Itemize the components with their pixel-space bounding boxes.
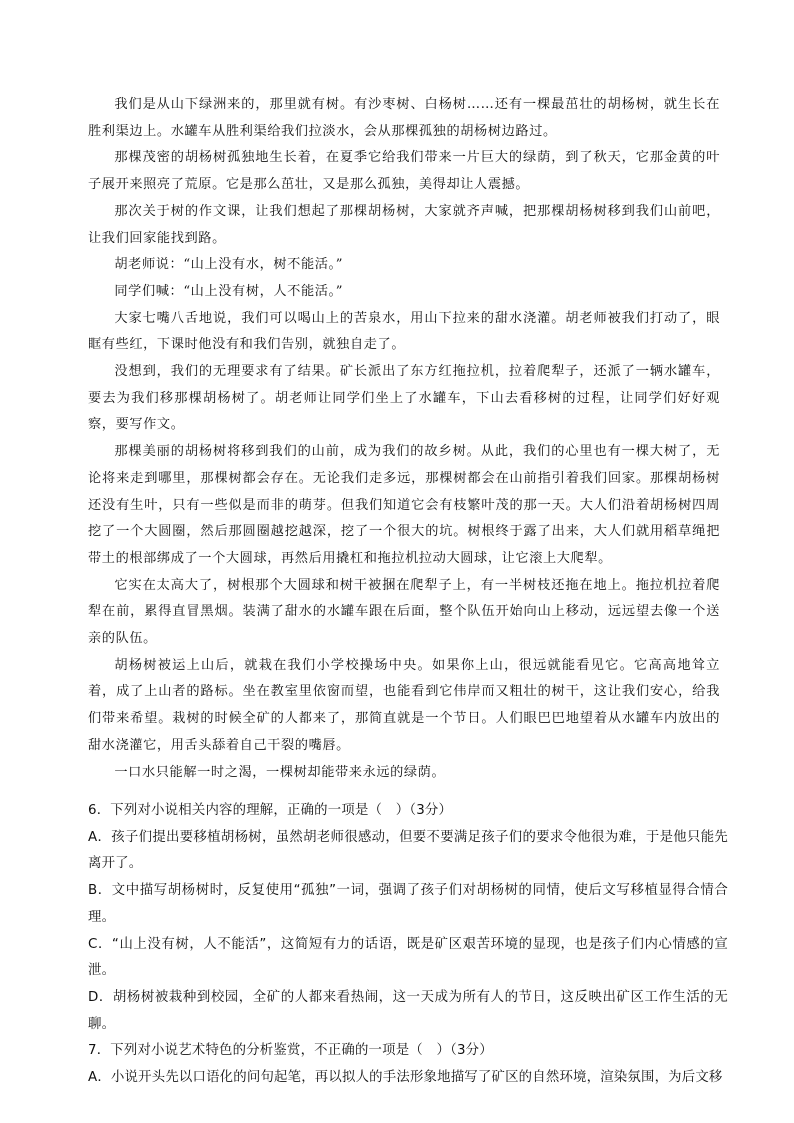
passage-paragraph: 一口水只能解一时之渴，一棵树却能带来永远的绿荫。	[114, 764, 446, 780]
question-section	[88, 798, 728, 1092]
passage-paragraph: 没想到，我们的无理要求有了结果。矿长派出了东方红拖拉机，拉着爬犁子，还派了一辆水罐车，要去为我们移那棵胡杨树了。胡老师让同学们坐上了水罐车，下山去看移树的过程，让同学们好好观察，要写作文。	[88, 364, 720, 433]
passage-paragraph: 那棵茂密的胡杨树孤独地生长着，在夏季它给我们带来一片巨大的绿荫，到了秋天，它那金黄的叶子展开来照亮了荒原。它是那么茁壮，又是那么孤独，美得却让人震撼。	[88, 150, 720, 193]
question-6-stem: 6．下列对小说相关内容的理解，正确的一项是（ ）（3分）	[88, 803, 453, 818]
passage-paragraph: 胡杨树被运上山后，就栽在我们小学校操场中央。如果你上山，很远就能看见它。它高高地耸立着，成了上山者的路标。坐在教室里依窗而望，也能看到它伟岸而又粗壮的树干，这让我们安心，给我们带来希望。栽树的时候全矿的人都来了，那简直就是一个节日。人们眼巴巴地望着从水罐车内放出的甜水浇灌它，用舌头舔着自己干裂的嘴唇。	[88, 657, 720, 753]
passage-paragraph: 胡老师说：“山上没有水，树不能活。”	[114, 257, 344, 273]
passage-paragraph: 我们是从山下绿洲来的，那里就有树。有沙枣树、白杨树……还有一棵最茁壮的胡杨树，就生长在胜利渠边上。水罐车从胜利渠给我们拉淡水，会从那棵孤独的胡杨树边路过。	[88, 97, 720, 139]
question-7-option-a: A．小说开头先以口语化的问句起笔，再以拟人的手法形象地描写了矿区的自然环境，渲染氛围，为后文移	[88, 1070, 723, 1086]
passage-paragraph: 大家七嘴八舌地说，我们可以喝山上的苦泉水，用山下拉来的甜水浇灌。胡老师被我们打动了，眼眶有些红，下课时他没有和我们告别，就独自走了。	[88, 310, 720, 353]
question-6-option-b: B．文中描写胡杨树时，反复使用“孤独”一词，强调了孩子们对胡杨树的同情，使后文写移植显得合情合理。	[88, 883, 728, 925]
passage-paragraph: 那次关于树的作文课，让我们想起了那棵胡杨树，大家就齐声喊，把那棵胡杨树移到我们山前吧，让我们回家能找到路。	[88, 203, 720, 246]
question-7-stem: 7．下列对小说艺术特色的分析鉴赏，不正确的一项是（ ）（3分）	[88, 1043, 493, 1059]
question-6-option-a: A．孩子们提出要移植胡杨树，虽然胡老师很感动，但要不要满足孩子们的要求令他很为难，于是他只能先离开了。	[88, 829, 728, 872]
passage-paragraph: 同学们喊：“山上没有树，人不能活。”	[114, 283, 344, 299]
story-passage	[88, 92, 720, 786]
passage-paragraph: 它实在太高大了，树根那个大圆球和树干被捆在爬犁子上，有一半树枝还拖在地上。拖拉机拉着爬犁在前，累得直冒黑烟。装满了甜水的水罐车跟在后面，整个队伍开始向山上移动，远远望去像一个送亲的队伍。	[88, 577, 720, 647]
question-6-option-c: C．“山上没有树，人不能活”，这简短有力的话语，既是矿区艰苦环境的显现，也是孩子们内心情感的宣泄。	[88, 936, 728, 979]
question-6-option-d: D．胡杨树被栽种到校园，全矿的人都来看热闹，这一天成为所有人的节日，这反映出矿区工作生活的无聊。	[88, 989, 728, 1032]
passage-paragraph: 那棵美丽的胡杨树将移到我们的山前，成为我们的故乡树。从此，我们的心里也有一棵大树了，无论将来走到哪里，那棵树都会存在。无论我们走多远，那棵树都会在山前指引着我们回家。那棵胡杨树还没有生叶，只有一些似是而非的萌芽。但我们知道它会有枝繁叶茂的那一天。大人们沿着胡杨树四周挖了一个大圆圈，然后那圆圈越挖越深，挖了一个很大的坑。树根终于露了出来，大人们就用稻草绳把带土的根部绑成了一个大圆球，再然后用撬杠和拖拉机拉动大圆球，让它滚上大爬犁。	[88, 444, 720, 566]
